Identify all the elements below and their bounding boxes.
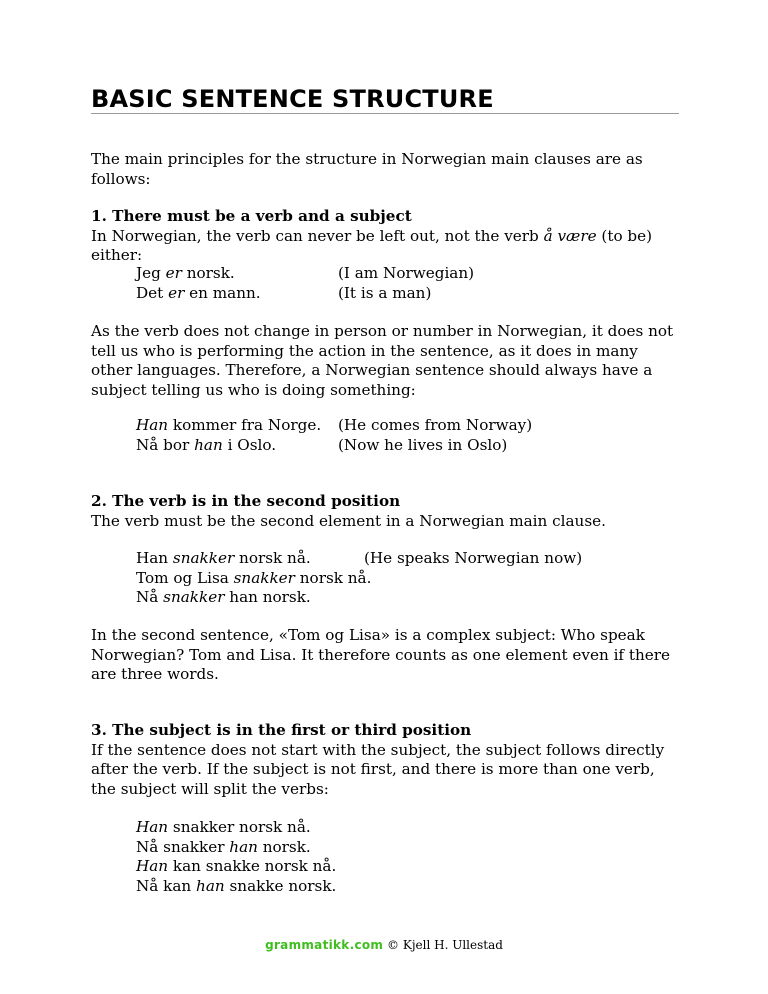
example-text: snakke norsk. — [224, 876, 337, 895]
example-text: norsk nå. — [294, 568, 372, 587]
section2-heading: 2. The verb is in the second position — [91, 492, 401, 510]
example-text: kan snakke norsk nå. — [168, 857, 337, 875]
section1-examples — [136, 264, 261, 303]
footer-copyright: © Kjell H. Ullestad — [383, 938, 503, 952]
section1-text-italic: å være — [543, 226, 597, 245]
example-row — [136, 549, 371, 569]
example-emphasis: snakker — [163, 588, 225, 606]
section3-heading: 3. The subject is in the first or third position — [91, 721, 472, 739]
example-row — [136, 588, 371, 608]
section2-examples — [136, 549, 371, 608]
translation: (He comes from Norway) — [338, 416, 533, 434]
example-emphasis: Han — [136, 416, 169, 434]
example-row — [136, 877, 336, 897]
footer-brand[interactable]: grammatikk.com — [265, 938, 384, 952]
example-row — [136, 818, 336, 838]
translation: (It is a man) — [338, 283, 432, 302]
example-text: snakker norsk nå. — [168, 818, 311, 836]
example-text: Han — [136, 549, 173, 567]
translation: (He speaks Norwegian now) — [364, 549, 583, 567]
example-emphasis: Han — [136, 818, 169, 836]
example-row — [136, 838, 336, 858]
example-text: Nå kan — [136, 876, 197, 895]
example-text: en mann. — [184, 283, 261, 302]
example-text: Tom og Lisa — [136, 568, 234, 587]
section3-text: If the sentence does not start with the subject, the subject follows directly after the verb. If the subject is not first, and there is more than one verb, the subject will split the verbs: — [91, 740, 665, 798]
example-text: kommer fra Norge. — [168, 416, 322, 434]
intro-paragraph: The main principles for the structure in Norwegian main clauses are as follows: — [91, 150, 643, 188]
section2-text: The verb must be the second element in a Norwegian main clause. — [91, 511, 606, 530]
example-text: han norsk. — [224, 588, 311, 606]
section1-text — [91, 227, 681, 266]
example-emphasis: snakker — [233, 568, 295, 587]
example-text: Jeg — [136, 264, 166, 282]
example-emphasis: han — [229, 837, 258, 856]
translation: (I am Norwegian) — [338, 264, 475, 282]
example-emphasis: Han — [136, 857, 169, 875]
example-text: Nå — [136, 588, 164, 606]
section1-translations — [338, 264, 474, 303]
example-text: Nå bor — [136, 435, 195, 454]
example-row — [136, 284, 261, 304]
title-underline — [91, 113, 679, 114]
section1-translations2 — [338, 416, 532, 455]
example-emphasis: han — [194, 435, 223, 454]
section2-paragraph: In the second sentence, «Tom og Lisa» is a complex subject: Who speak Norwegian? Tom and Lisa. It therefore counts as one element even if there are three words. — [91, 626, 670, 683]
section1-heading: 1. There must be a verb and a subject — [91, 207, 412, 225]
section1-paragraph: As the verb does not change in person or number in Norwegian, it does not tell us who is performing the action in the sentence, as it does in many other languages. Therefore, a Norwegian sentence should always have a subject telling us who is doing something: — [91, 322, 674, 399]
example-text: Nå snakker — [136, 837, 230, 856]
example-row — [136, 569, 371, 589]
example-emphasis: er — [165, 264, 182, 282]
section2-translations — [364, 549, 582, 569]
page-title: BASIC SENTENCE STRUCTURE — [91, 85, 494, 113]
section1-examples2 — [136, 416, 321, 455]
example-row — [136, 416, 321, 436]
example-text: norsk. — [181, 264, 235, 282]
example-text: Det — [136, 283, 169, 302]
page-footer — [0, 937, 768, 953]
section1-text-after: (to be) either: — [91, 226, 653, 264]
translation: (Now he lives in Oslo) — [338, 435, 508, 454]
example-text: norsk nå. — [234, 549, 311, 567]
section3-examples — [136, 818, 336, 896]
example-emphasis: han — [196, 876, 225, 895]
example-text: norsk. — [257, 837, 311, 856]
example-row — [136, 264, 261, 284]
example-emphasis: snakker — [172, 549, 235, 567]
example-text: i Oslo. — [222, 435, 277, 454]
section1-text-before: In Norwegian, the verb can never be left out, not the verb — [91, 226, 544, 245]
example-row — [136, 436, 321, 456]
example-emphasis: er — [168, 283, 185, 302]
example-row — [136, 857, 336, 877]
